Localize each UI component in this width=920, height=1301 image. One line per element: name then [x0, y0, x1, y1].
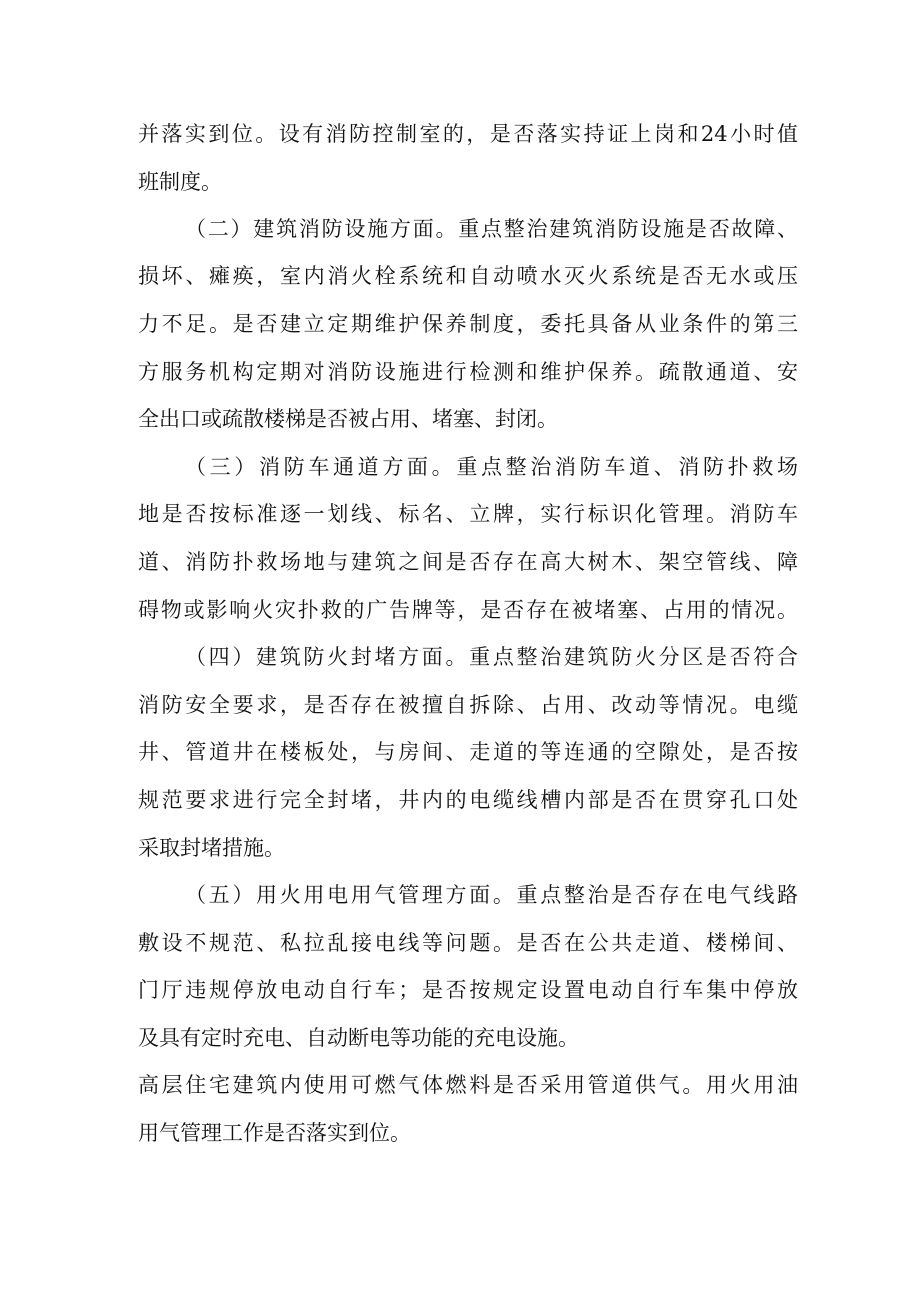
- section-heading-line: （四）建筑防火封堵方面。重点整治建筑防火分区是否符合: [185, 645, 798, 669]
- text-line: 井、管道井在楼板处，与房间、走道的等连通的空隙处，是否按: [138, 740, 798, 764]
- text-line: 损坏、瘫痪，室内消火栓系统和自动喷水灭火系统是否无水或压: [138, 264, 798, 288]
- text-line: 全出口或疏散楼梯是否被占用、堵塞、封闭。: [138, 407, 558, 431]
- text-line: 高层住宅建筑内使用可燃气体燃料是否采用管道供气。用火用油: [138, 1073, 798, 1097]
- section-heading-line: （五）用火用电用气管理方面。重点整治是否存在电气线路: [185, 883, 798, 907]
- text-line: 用气管理工作是否落实到位。: [138, 1121, 411, 1145]
- text-line: 及具有定时充电、自动断电等功能的充电设施。: [138, 1026, 579, 1050]
- text-line: 门厅违规停放电动自行车；是否按规定设置电动自行车集中停放: [138, 978, 798, 1002]
- text-line: 力不足。是否建立定期维护保养制度，委托具备从业条件的第三: [138, 312, 798, 336]
- text-line: 班制度。: [138, 170, 222, 194]
- text-line: 消防安全要求，是否存在被擅自拆除、占用、改动等情况。电缆: [138, 693, 798, 717]
- text-line: 碍物或影响火灾扑救的广告牌等，是否存在被堵塞、占用的情况。: [138, 598, 798, 622]
- text-line: 方服务机构定期对消防设施进行检测和维护保养。疏散通道、安: [138, 360, 798, 384]
- section-heading-line: （二）建筑消防设施方面。重点整治建筑消防设施是否故障、: [185, 217, 798, 241]
- text-line: 道、消防扑救场地与建筑之间是否存在高大树木、架空管线、障: [138, 550, 798, 574]
- text-line: 并落实到位。设有消防控制室的，是否落实持证上岗和24小时值: [138, 122, 798, 146]
- text-line: 采取封堵措施。: [138, 836, 285, 860]
- section-heading-line: （三）消防车通道方面。重点整治消防车道、消防扑救场: [185, 455, 798, 479]
- text-line: 地是否按标准逐一划线、标名、立牌，实行标识化管理。消防车: [138, 502, 798, 526]
- text-line: 规范要求进行完全封堵，井内的电缆线槽内部是否在贯穿孔口处: [138, 788, 798, 812]
- text-line: 敷设不规范、私拉乱接电线等问题。是否在公共走道、楼梯间、: [138, 931, 798, 955]
